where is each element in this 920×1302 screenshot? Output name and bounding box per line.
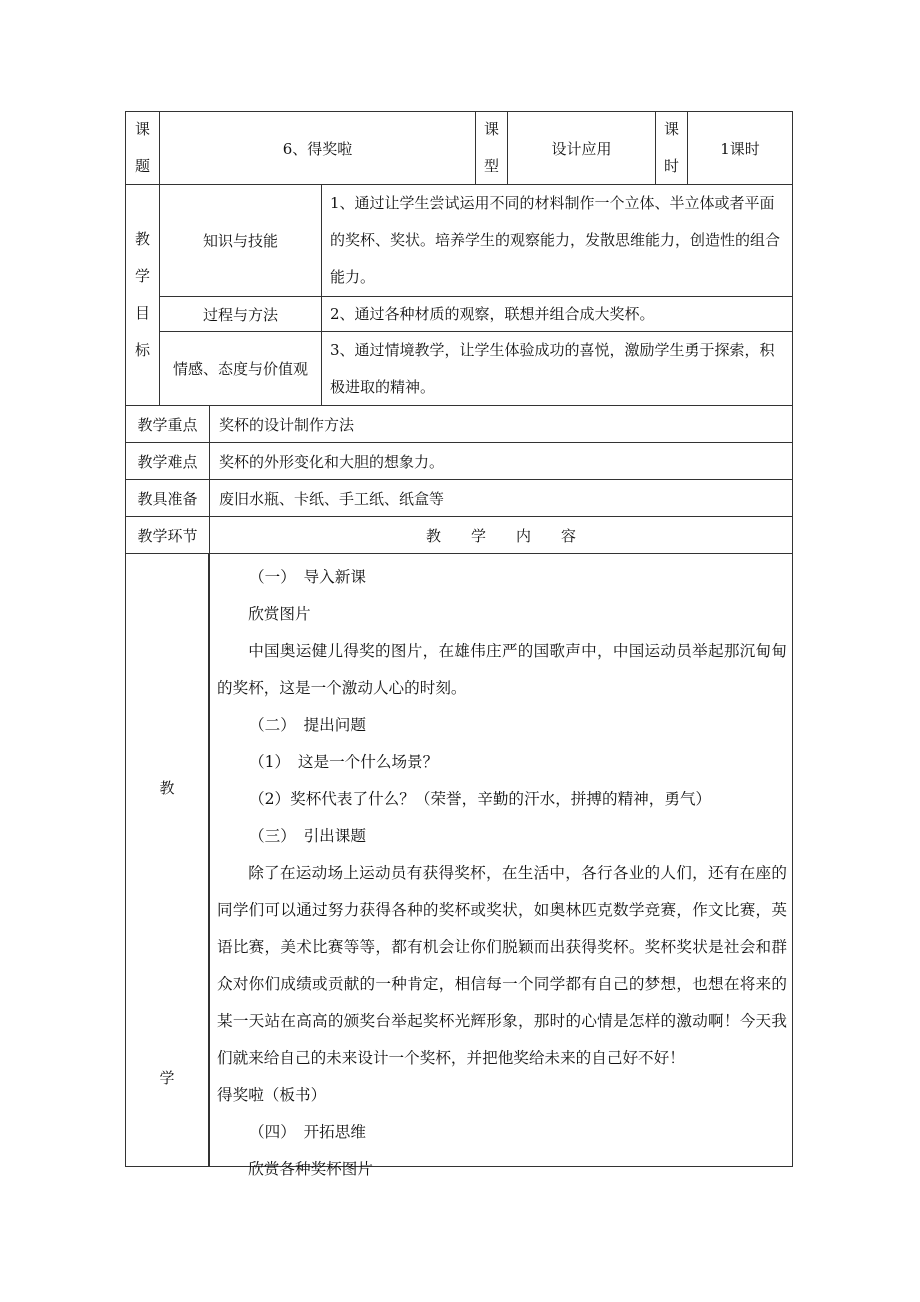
objective-name-attitude: 情感、态度与价值观 (159, 331, 322, 406)
heading-intro: （一） 导入新课 (249, 568, 366, 586)
label-char: 时 (663, 157, 679, 175)
materials-text: 废旧水瓶、卡纸、手工纸、纸盒等 (209, 479, 793, 517)
paragraph: 中国奥运健儿得奖的图片，在雄伟庄严的国歌声中，中国运动员举起那沉甸甸的奖杯，这是一个激动人心的时刻。 (217, 642, 787, 697)
process-content (209, 553, 793, 1188)
objective-text-knowledge (321, 184, 793, 297)
paragraph: 除了在运动场上运动员有获得奖杯，在生活中，各行各业的人们，还有在座的同学们可以通过努力获得各种的奖杯或奖状，如奥林匹克数学竞赛，作文比赛，英语比赛，美术比赛等等，都有机会让你们脱颖而出获得奖杯。奖杯奖状是社会和群众对你们成绩或贡献的一种肯定，相信每一个同学都有自己的梦想，也想在将来的某一天站在高高的颁奖台举起奖杯光辉形象，那时的心情是怎样的激动啊！今天我们就来给自己的未来设计一个奖杯，并把他奖给未来的自己好不好！ (217, 864, 787, 1067)
paragraph: 欣赏各种奖杯图片 (248, 1160, 373, 1178)
heading-thinking: （四） 开拓思维 (249, 1123, 366, 1141)
lesson-hours: 1课时 (687, 111, 793, 185)
label-char: 目 (134, 304, 150, 322)
lesson-topic: 6、得奖啦 (159, 111, 476, 185)
label-char: 型 (483, 157, 499, 175)
paragraph: 欣赏图片 (248, 605, 311, 623)
label-char: 教 (134, 230, 150, 248)
difficulty-label: 教学难点 (125, 442, 210, 480)
label-char: 标 (134, 341, 150, 359)
key-point-label: 教学重点 (125, 405, 210, 443)
key-point-text: 奖杯的设计制作方法 (209, 405, 793, 443)
topic-label (125, 111, 160, 185)
objective-text: 1、通过让学生尝试运用不同的材料制作一个立体、半立体或者平面的奖杯、奖状。培养学生的观察能力，发散思维能力，创造性的组合能力。 (330, 194, 781, 286)
objective-text-attitude (321, 331, 793, 406)
objective-text-process (321, 296, 793, 332)
question: （2）奖杯代表了什么？（荣誉，辛勤的汗水，拼搏的精神，勇气） (249, 790, 712, 808)
objective-text: 2、通过各种材质的观察，联想并组合成大奖杯。 (330, 304, 655, 323)
process-label (125, 553, 209, 1167)
section-label: 教学环节 (125, 516, 210, 554)
label-char: 课 (483, 120, 499, 138)
hours-label (655, 111, 688, 185)
label-char: 学 (134, 267, 150, 285)
heading-questions: （二） 提出问题 (249, 716, 366, 734)
objective-name-process: 过程与方法 (159, 296, 322, 332)
label-char: 课 (134, 120, 150, 138)
label-char: 学 (159, 1069, 175, 1087)
label-char: 题 (134, 157, 150, 175)
heading-topic: （三） 引出课题 (249, 827, 366, 845)
objective-text: 3、通过情境教学，让学生体验成功的喜悦，激励学生勇于探索，积极进取的精神。 (330, 340, 775, 396)
content-header: 教 学 内 容 (209, 516, 793, 554)
label-char: 教 (159, 779, 175, 797)
label-char: 课 (663, 120, 679, 138)
question: （1） 这是一个什么场景？ (249, 753, 439, 771)
lesson-type: 设计应用 (507, 111, 656, 185)
difficulty-text: 奖杯的外形变化和大胆的想象力。 (209, 442, 793, 480)
paragraph: 得奖啦（板书） (217, 1086, 327, 1104)
objectives-label (125, 184, 160, 406)
type-label (475, 111, 508, 185)
objective-name-knowledge: 知识与技能 (159, 184, 322, 297)
materials-label: 教具准备 (125, 479, 210, 517)
